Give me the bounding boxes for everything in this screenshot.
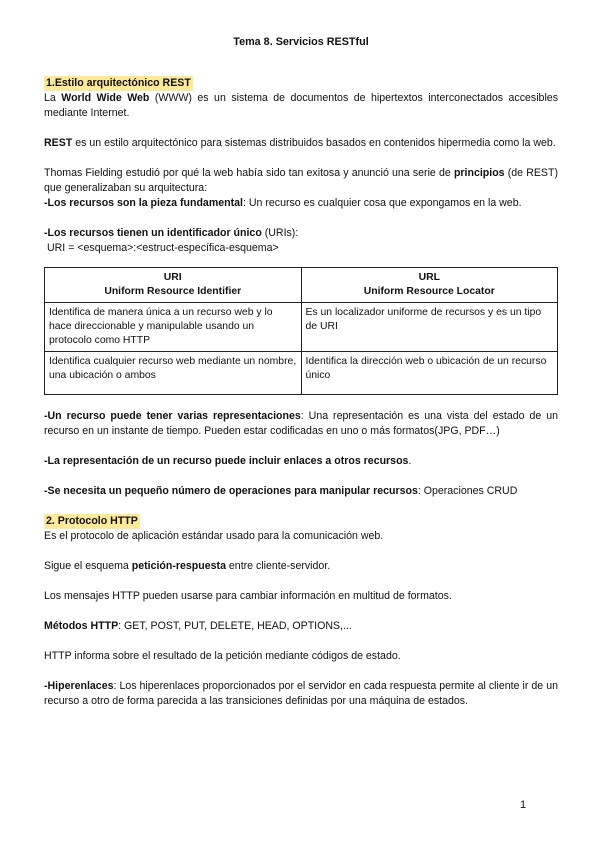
paragraph-http-esquema: Sigue el esquema petición-respuesta entre cliente-servidor.: [44, 560, 331, 572]
paragraph-http-estado: HTTP informa sobre el resultado de la petición mediante códigos de estado.: [44, 650, 401, 662]
section-heading-rest: 1.Estilo arquitectónico REST: [46, 77, 191, 89]
table-header-row: [45, 268, 558, 303]
paragraph-http-metodos: Métodos HTTP: GET, POST, PUT, DELETE, HEAD, OPTIONS,...: [44, 620, 352, 632]
table-cell: Identifica de manera única a un recurso web y lo hace direccionable y manipulable usando un protocolo como HTTP: [45, 303, 302, 352]
table-header-uri: URI Uniform Resource Identifier: [45, 268, 302, 303]
table-header-url: URL Uniform Resource Locator: [301, 268, 558, 303]
paragraph-representaciones: -Un recurso puede tener varias representaciones: Una representación es una vista del estado de un recurso en un instante de tiempo. Pueden estar codificadas en uno o más formatos(JPG, PDF…): [44, 410, 558, 437]
paragraph-operaciones: -Se necesita un pequeño número de operaciones para manipular recursos: Operaciones CRUD: [44, 485, 518, 497]
uri-definition: URI = <esquema>:<estruct-específica-esquema>: [47, 242, 279, 254]
paragraph-http-mensajes: Los mensajes HTTP pueden usarse para cambiar información en multitud de formatos.: [44, 590, 452, 602]
section-heading-http: 2. Protocolo HTTP: [46, 515, 138, 527]
paragraph-hiperenlaces: -Hiperenlaces: Los hiperenlaces proporcionados por el servidor en cada respuesta permite al cliente ir de un recurso a otro de forma parecida a las transiciones definidas por una máquina de estados.: [44, 680, 558, 707]
paragraph-identificador: -Los recursos tienen un identificador único (URIs):: [44, 227, 299, 239]
page-number: 1: [520, 799, 527, 811]
table-cell: Es un localizador uniforme de recursos y es un tipo de URI: [301, 303, 558, 352]
table-row: [45, 352, 558, 395]
paragraph-fielding: Thomas Fielding estudió por qué la web había sido tan exitosa y anunció una serie de principios (de REST) que generalizaban su arquitectura:: [44, 167, 558, 194]
document-page: [44, 32, 558, 709]
table-cell: Identifica la dirección web o ubicación de un recurso único: [301, 352, 558, 395]
paragraph-rest: REST es un estilo arquitectónico para sistemas distribuidos basados en contenidos hipermedia como la web.: [44, 137, 556, 149]
paragraph-www: La World Wide Web (WWW) es un sistema de documentos de hipertextos interconectados accesibles mediante Internet.: [44, 92, 558, 119]
paragraph-recursos: -Los recursos son la pieza fundamental: Un recurso es cualquier cosa que expongamos en la web.: [44, 197, 522, 209]
page-title: Tema 8. Servicios RESTful: [233, 36, 369, 48]
paragraph-http-protocolo: Es el protocolo de aplicación estándar usado para la comunicación web.: [44, 530, 384, 542]
uri-url-table: [44, 267, 558, 395]
table-cell: Identifica cualquier recurso web mediante un nombre, una ubicación o ambos: [45, 352, 302, 395]
table-row: [45, 303, 558, 352]
paragraph-enlaces: -La representación de un recurso puede incluir enlaces a otros recursos.: [44, 455, 412, 467]
